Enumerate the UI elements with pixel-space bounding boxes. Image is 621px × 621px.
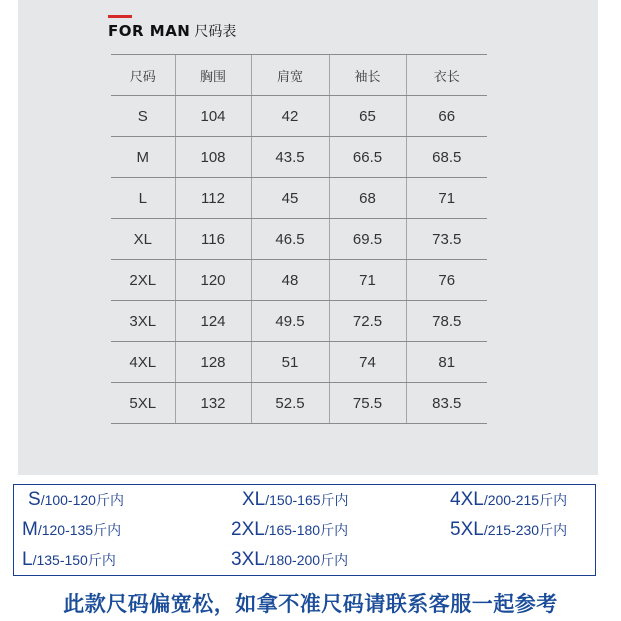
column-header: 衣长 xyxy=(406,55,487,96)
table-cell: 48 xyxy=(251,260,329,301)
table-cell: 71 xyxy=(329,260,406,301)
table-cell: 66.5 xyxy=(329,137,406,178)
table-row xyxy=(111,137,487,178)
table-row xyxy=(111,301,487,342)
title-accent-bar xyxy=(108,15,132,18)
table-cell: 5XL xyxy=(111,383,175,424)
fit-note: 此款尺码偏宽松，如拿不准尺码请联系客服一起参考 xyxy=(63,592,558,616)
table-cell: 104 xyxy=(175,96,251,137)
table-cell: 51 xyxy=(251,342,329,383)
table-cell: L xyxy=(111,178,175,219)
table-cell: 132 xyxy=(175,383,251,424)
table-cell: 112 xyxy=(175,178,251,219)
weight-item: M/120-135斤内 xyxy=(22,519,122,540)
table-cell: 76 xyxy=(406,260,487,301)
table-row xyxy=(111,342,487,383)
table-cell: 71 xyxy=(406,178,487,219)
table-cell: 3XL xyxy=(111,301,175,342)
table-cell: 74 xyxy=(329,342,406,383)
table-header-row xyxy=(111,55,487,96)
table-cell: 42 xyxy=(251,96,329,137)
table-cell: 120 xyxy=(175,260,251,301)
table-cell: 4XL xyxy=(111,342,175,383)
table-cell: 73.5 xyxy=(406,219,487,260)
brand-label: FOR MAN xyxy=(108,22,191,40)
size-table xyxy=(111,54,487,424)
column-header: 胸围 xyxy=(175,55,251,96)
table-row xyxy=(111,383,487,424)
table-row xyxy=(111,178,487,219)
table-cell: XL xyxy=(111,219,175,260)
column-header: 袖长 xyxy=(329,55,406,96)
table-row xyxy=(111,219,487,260)
table-cell: 128 xyxy=(175,342,251,383)
title-subtitle: 尺码表 xyxy=(194,24,237,40)
table-row xyxy=(111,260,487,301)
table-cell: M xyxy=(111,137,175,178)
table-cell: 69.5 xyxy=(329,219,406,260)
table-cell: S xyxy=(111,96,175,137)
table-cell: 43.5 xyxy=(251,137,329,178)
weight-item: 3XL/180-200斤内 xyxy=(231,549,349,570)
weight-item: XL/150-165斤内 xyxy=(242,489,349,510)
table-cell: 68.5 xyxy=(406,137,487,178)
table-cell: 108 xyxy=(175,137,251,178)
table-cell: 45 xyxy=(251,178,329,219)
table-cell: 66 xyxy=(406,96,487,137)
weight-item: 4XL/200-215斤内 xyxy=(450,489,568,510)
table-row xyxy=(111,96,487,137)
table-cell: 46.5 xyxy=(251,219,329,260)
table-cell: 2XL xyxy=(111,260,175,301)
table-cell: 124 xyxy=(175,301,251,342)
weight-item: 5XL/215-230斤内 xyxy=(450,519,568,540)
weight-item: S/100-120斤内 xyxy=(28,489,124,510)
table-cell: 52.5 xyxy=(251,383,329,424)
weight-item: L/135-150斤内 xyxy=(22,549,116,570)
table-cell: 49.5 xyxy=(251,301,329,342)
table-cell: 83.5 xyxy=(406,383,487,424)
page-title xyxy=(108,21,236,45)
table-cell: 65 xyxy=(329,96,406,137)
column-header: 肩宽 xyxy=(251,55,329,96)
table-cell: 75.5 xyxy=(329,383,406,424)
table-cell: 68 xyxy=(329,178,406,219)
table-cell: 72.5 xyxy=(329,301,406,342)
column-header: 尺码 xyxy=(111,55,175,96)
table-cell: 78.5 xyxy=(406,301,487,342)
table-cell: 81 xyxy=(406,342,487,383)
weight-item: 2XL/165-180斤内 xyxy=(231,519,349,540)
table-cell: 116 xyxy=(175,219,251,260)
